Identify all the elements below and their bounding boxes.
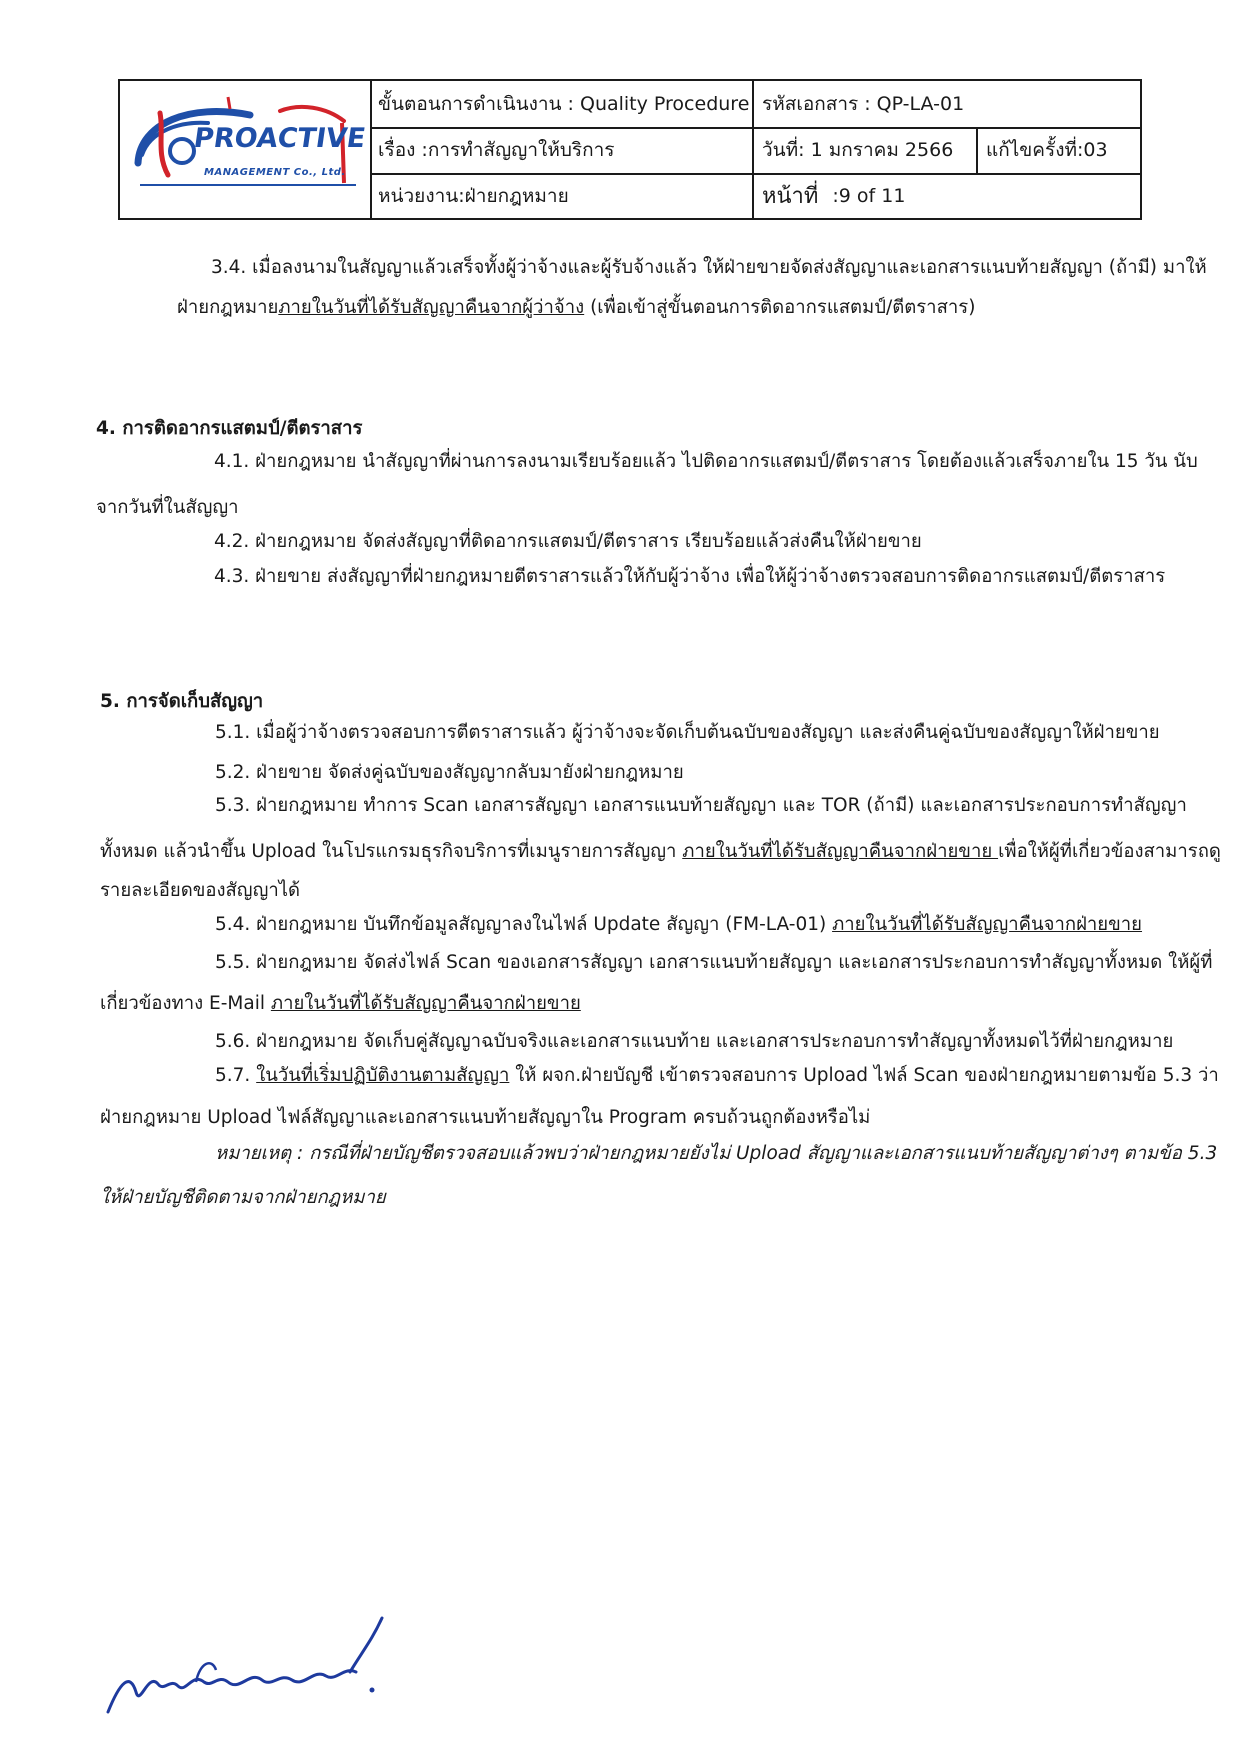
paragraph-5-5-line-2: [100, 993, 581, 1015]
paragraph-5-3-line-3: รายละเอียดของสัญญาได้: [100, 880, 301, 901]
document-code: รหัสเอกสาร : QP-LA-01: [762, 93, 965, 115]
page-number: [754, 173, 1140, 218]
logo-subtitle: MANAGEMENT Co., Ltd.: [204, 167, 346, 178]
paragraph-3-4-line-2: [177, 297, 975, 319]
header-row-3: [370, 173, 1140, 218]
text-span: ให้ ผจก.ฝ่ายบัญชี เข้าตรวจสอบการ Upload ไฟล์ Scan ของฝ่ายกฎหมายตามข้อ 5.3 ว่า: [509, 1065, 1219, 1086]
document-subject: เรื่อง :การทำสัญญาให้บริการ: [370, 127, 754, 173]
signature-icon: [100, 1612, 390, 1722]
page-value: :9 of 11: [832, 184, 906, 207]
text-span: ฝ่ายกฎหมาย: [177, 297, 279, 318]
underlined-text: ภายในวันที่ได้รับสัญญาคืนจากฝ่ายขาย: [832, 914, 1143, 935]
paragraph-5-5-line-1: 5.5. ฝ่ายกฎหมาย จัดส่งไฟล์ Scan ของเอกสารสัญญา เอกสารแนบท้ายสัญญา และเอกสารประกอบการทำสัญญาทั้งหมด ให้ผู้ที่: [215, 952, 1213, 973]
section-5-heading: 5. การจัดเก็บสัญญา: [100, 691, 264, 712]
logo-wordmark: PROACTIVE: [191, 123, 368, 154]
paragraph-5-3-line-1: 5.3. ฝ่ายกฎหมาย ทำการ Scan เอกสารสัญญา เอกสารแนบท้ายสัญญา และ TOR (ถ้ามี) และเอกสารประกอบการทำสัญญา: [215, 795, 1187, 816]
text-span: 5.4. ฝ่ายกฎหมาย บันทึกข้อมูลสัญญาลงในไฟล์ Update สัญญา (FM-LA-01): [215, 914, 833, 935]
revision-number: แก้ไขครั้งที่:03: [986, 139, 1108, 161]
text-span: 5.7.: [215, 1065, 257, 1086]
paragraph-4-1-line-1: 4.1. ฝ่ายกฎหมาย นำสัญญาที่ผ่านการลงนามเรียบร้อยแล้ว ไปติดอากรแสตมป์/ตีตราสาร โดยต้องแล้วเสร็จภายใน 15 วัน นับ: [214, 451, 1198, 472]
procedure-label: ขั้นตอนการดำเนินงาน : Quality Procedure: [370, 81, 754, 127]
paragraph-4-2: 4.2. ฝ่ายกฎหมาย จัดส่งสัญญาที่ติดอากรแสตมป์/ตีตราสาร เรียบร้อยแล้วส่งคืนให้ฝ่ายขาย: [214, 531, 922, 552]
underlined-text: ภายในวันที่ได้รับสัญญาคืนจากผู้ว่าจ้าง: [278, 297, 585, 318]
text-span: เกี่ยวข้องทาง E-Mail: [100, 993, 271, 1014]
paragraph-5-1: 5.1. เมื่อผู้ว่าจ้างตรวจสอบการตีตราสารแล้ว ผู้ว่าจ้างจะจัดเก็บต้นฉบับของสัญญา และส่งคืนคู่ฉบับของสัญญาให้ฝ่ายขาย: [215, 722, 1160, 743]
underlined-text: ภายในวันที่ได้รับสัญญาคืนจากฝ่ายขาย: [682, 841, 999, 862]
document-date: วันที่: 1 มกราคม 2566: [754, 127, 978, 173]
header-row-2: [370, 127, 1140, 175]
paragraph-3-4-line-1: 3.4. เมื่อลงนามในสัญญาแล้วเสร็จทั้งผู้ว่าจ้างและผู้รับจ้างแล้ว ให้ฝ่ายขายจัดส่งสัญญาและเอกสารแนบท้ายสัญญา (ถ้ามี) มาให้: [211, 257, 1207, 278]
paragraph-5-4: [215, 914, 1142, 936]
document-header-table: [118, 79, 1142, 220]
section-4-heading: 4. การติดอากรแสตมป์/ตีตราสาร: [96, 418, 363, 439]
note-line-1: หมายเหตุ : กรณีที่ฝ่ายบัญชีตรวจสอบแล้วพบว่าฝ่ายกฎหมายยังไม่ Upload สัญญาและเอกสารแนบท้ายสัญญาต่างๆ ตามข้อ 5.3: [215, 1143, 1218, 1164]
paragraph-5-2: 5.2. ฝ่ายขาย จัดส่งคู่ฉบับของสัญญากลับมายังฝ่ายกฎหมาย: [215, 762, 684, 783]
paragraph-5-3-line-2: [100, 841, 1221, 863]
logo-cell: [120, 81, 372, 218]
underlined-text: ในวันที่เริ่มปฏิบัติงานตามสัญญา: [256, 1065, 510, 1086]
text-span: (เพื่อเข้าสู่ขั้นตอนการติดอากรแสตมป์/ตีตราสาร): [584, 297, 976, 318]
underlined-text: ภายในวันที่ได้รับสัญญาคืนจากฝ่ายขาย: [270, 993, 581, 1014]
company-logo: [130, 93, 368, 205]
paragraph-4-3: 4.3. ฝ่ายขาย ส่งสัญญาที่ฝ่ายกฎหมายตีตราสารแล้วให้กับผู้ว่าจ้าง เพื่อให้ผู้ว่าจ้างตรวจสอบการติดอากรแสตมป์/ตีตราสาร: [214, 566, 1166, 587]
department: หน่วยงาน:ฝ่ายกฎหมาย: [370, 173, 754, 218]
paragraph-5-7-line-1: [215, 1065, 1219, 1087]
paragraph-5-6: 5.6. ฝ่ายกฎหมาย จัดเก็บคู่สัญญาฉบับจริงและเอกสารแนบท้าย และเอกสารประกอบการทำสัญญาทั้งหมดไว้ที่ฝ่ายกฎหมาย: [215, 1031, 1174, 1052]
paragraph-4-1-line-2: จากวันที่ในสัญญา: [96, 497, 239, 518]
page-label: หน้าที่: [762, 184, 819, 209]
text-span: ทั้งหมด แล้วนำขึ้น Upload ในโปรแกรมธุรกิจบริการที่เมนูรายการสัญญา: [100, 841, 683, 862]
paragraph-5-7-line-2: ฝ่ายกฎหมาย Upload ไฟล์สัญญาและเอกสารแนบท้ายสัญญาใน Program ครบถ้วนถูกต้องหรือไม่: [100, 1107, 871, 1128]
header-row-1: [370, 81, 1140, 129]
note-line-2: ให้ฝ่ายบัญชีติดตามจากฝ่ายกฎหมาย: [100, 1187, 386, 1208]
text-span: เพื่อให้ผู้ที่เกี่ยวข้องสามารถดู: [998, 841, 1221, 862]
